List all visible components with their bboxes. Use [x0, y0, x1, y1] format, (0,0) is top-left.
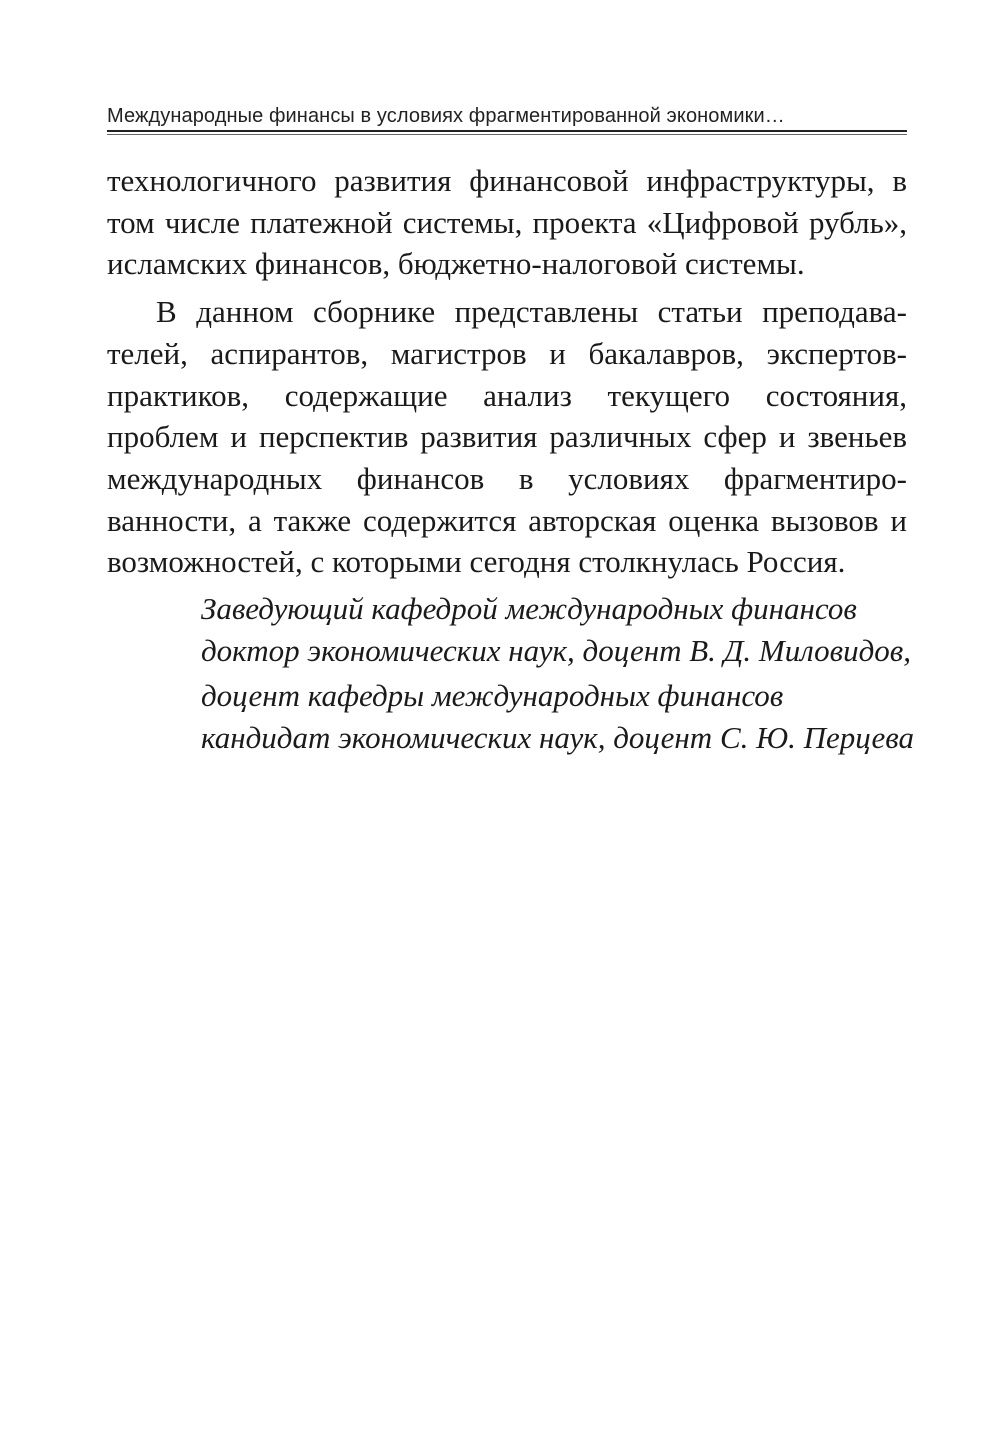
paragraph-main: В данном сборнике представлены статьи преподавателей, аспирантов, магистров и бакалавров, экспертов-практиков, содержащие анализ текущего состояния, проблем и перспектив развития различных сфер и звеньев международных финансов в условиях фрагментированности, а также содержится авторская оценка вызовов и возможностей, с которыми сегодня столкнулась Россия. — [107, 294, 907, 580]
signature-position: доцент кафедры международных финансов — [201, 678, 784, 713]
signature-name: доктор экономических наук, доцент В. Д. Миловидов, — [201, 633, 911, 668]
header-rule-thick — [107, 130, 907, 132]
signature-head-of-department — [201, 588, 921, 672]
main-text — [107, 160, 907, 583]
signature-position: Заведующий кафедрой международных финансов — [201, 591, 857, 626]
paragraph-continued: технологичного развития финансовой инфраструктуры, в том числе платежной системы, проекта «Цифровой рубль», исламских финансов, бюджетно-налоговой системы. — [107, 163, 907, 282]
signature-name: кандидат экономических наук, доцент С. Ю. Перцева — [201, 720, 915, 755]
header-rule-thin — [107, 134, 907, 135]
running-title: Международные финансы в условиях фрагментированной экономики… — [107, 105, 785, 127]
running-header — [107, 102, 907, 130]
signature-associate-professor — [201, 675, 921, 759]
